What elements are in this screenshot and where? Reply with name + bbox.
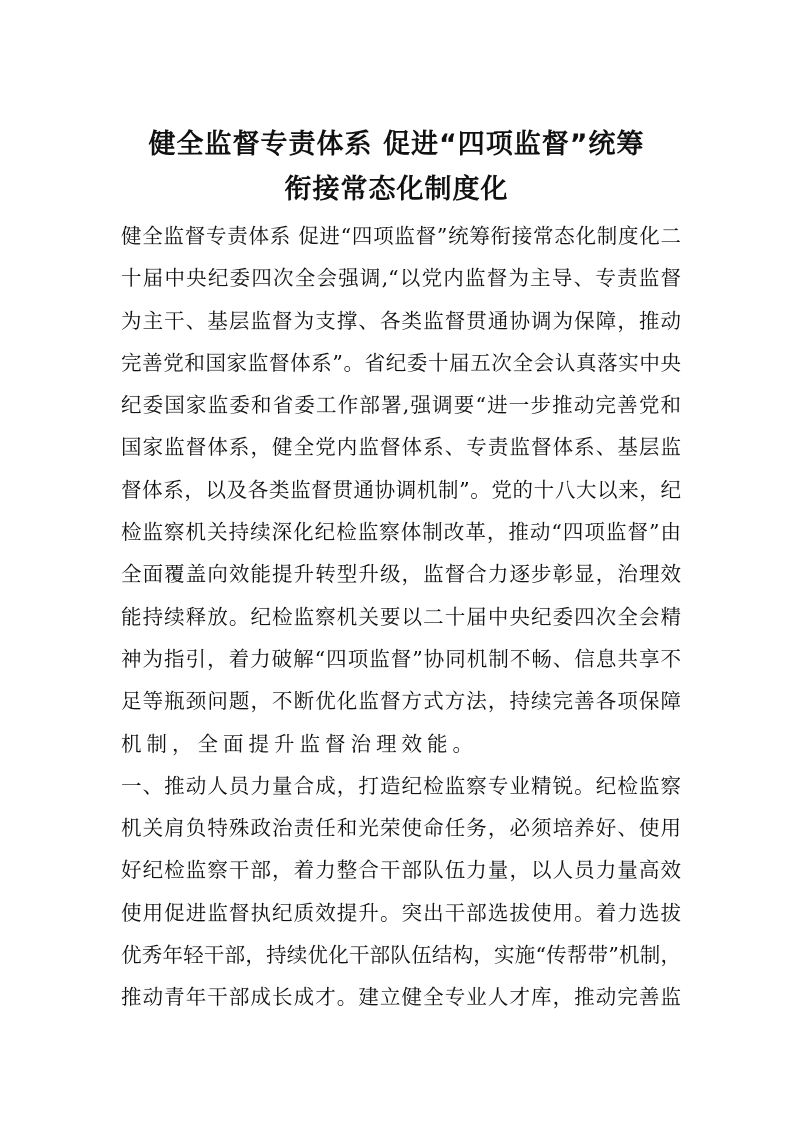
text-line: 机制，全面提升监督治理效能。 <box>121 731 478 756</box>
document-body <box>121 215 681 1019</box>
text-line: 全面覆盖向效能提升转型升级，监督合力逐步彰显，治理效 <box>121 562 681 587</box>
text-line: 推动青年干部成长成才。建立健全专业人才库，推动完善监 <box>121 985 681 1010</box>
text-line: 使用促进监督执纪质效提升。突出干部选拔使用。着力选拔 <box>121 900 681 925</box>
text-line: 机关肩负特殊政治责任和光荣使命任务，必须培养好、使用 <box>121 816 681 841</box>
text-line: 完善党和国家监督体系”。省纪委十届五次全会认真落实中央 <box>121 350 681 375</box>
text-line: 能持续释放。纪检监察机关要以二十届中央纪委四次全会精 <box>121 604 681 629</box>
text-line: 十届中央纪委四次全会强调,“以党内监督为主导、专责监督 <box>121 266 681 291</box>
text-line: 为主干、基层监督为支撑、各类监督贯通协调为保障，推动 <box>121 308 681 333</box>
document-title-line-2: 衔接常态化制度化 <box>284 174 509 205</box>
text-line: 足等瓶颈问题，不断优化监督方式方法，持续完善各项保障 <box>121 689 681 714</box>
paragraph <box>121 765 681 1019</box>
text-line: 优秀年轻干部，持续优化干部队伍结构，实施“传帮带”机制， <box>121 943 681 968</box>
text-line: 督体系，以及各类监督贯通协调机制”。党的十八大以来，纪 <box>121 477 681 502</box>
text-line: 健全监督专责体系 促进“四项监督”统筹衔接常态化制度化二 <box>121 224 681 248</box>
paragraph <box>121 215 681 765</box>
text-line: 检监察机关持续深化纪检监察体制改革，推动“四项监督”由 <box>121 520 681 545</box>
text-line: 好纪检监察干部，着力整合干部队伍力量，以人员力量高效 <box>121 858 681 883</box>
text-line: 纪委国家监委和省委工作部署,强调要“进一步推动完善党和 <box>121 393 681 418</box>
text-line: 一、推动人员力量合成，打造纪检监察专业精锐。纪检监察 <box>121 773 681 798</box>
document-title-line-1: 健全监督专责体系 促进“四项监督”统筹 <box>148 129 645 160</box>
text-line: 神为指引，着力破解“四项监督”协同机制不畅、信息共享不 <box>121 646 681 671</box>
text-line: 国家监督体系，健全党内监督体系、专责监督体系、基层监 <box>121 435 681 460</box>
